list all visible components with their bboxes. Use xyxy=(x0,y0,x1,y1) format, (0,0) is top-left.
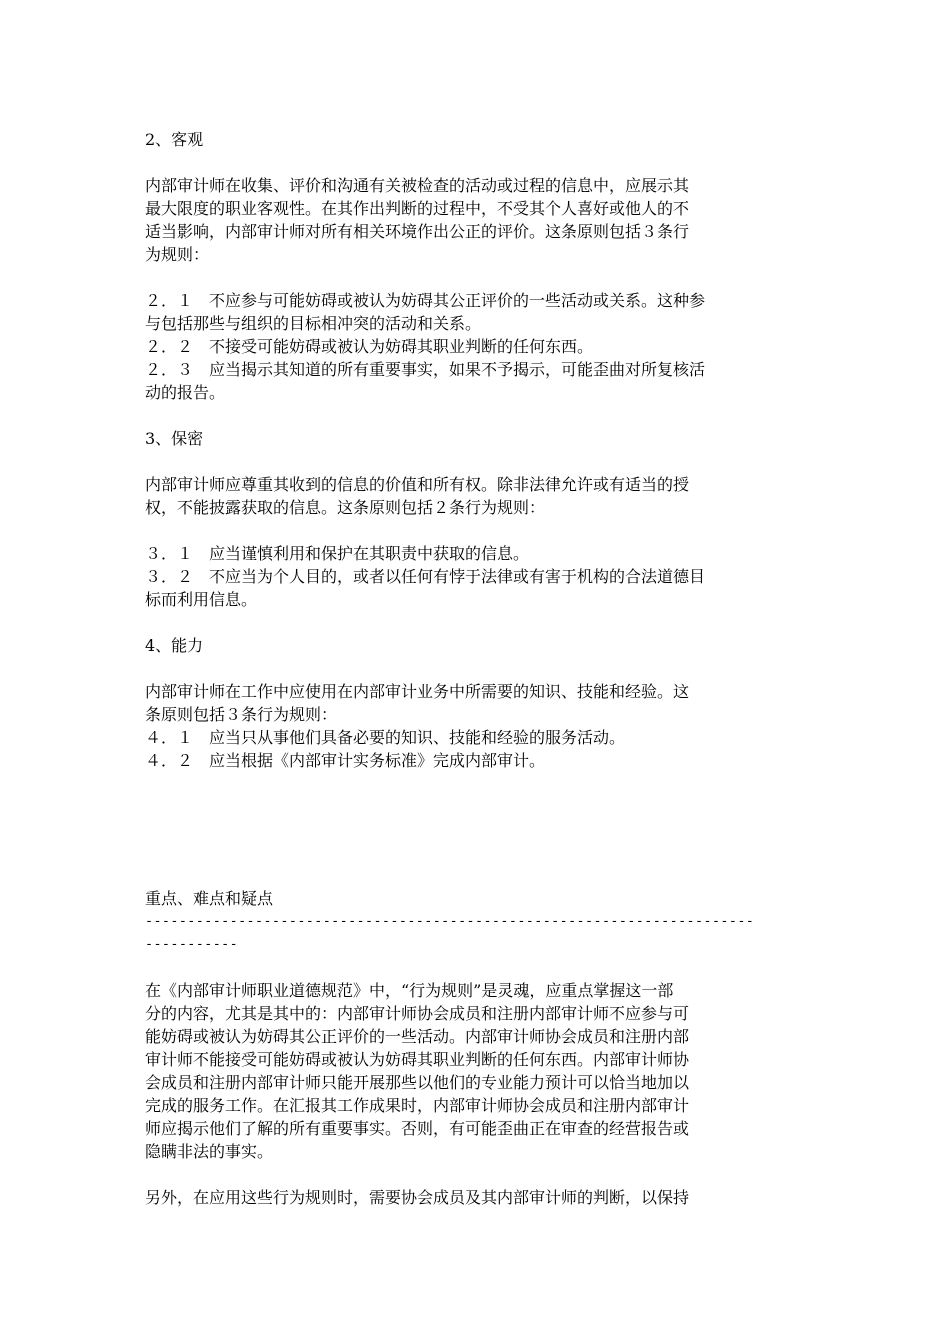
spacer xyxy=(145,772,810,887)
paragraph-line: 师应揭示他们了解的所有重要事实。否则，有可能歪曲正在审查的经营报告或 xyxy=(145,1119,690,1138)
objectivity-intro-paragraph xyxy=(145,174,810,266)
section-heading-competency: 4、能力 xyxy=(145,636,204,655)
paragraph-line: 权，不能披露获取的信息。这条原则包括２条行为规则： xyxy=(145,498,546,517)
confidentiality-intro-paragraph xyxy=(145,473,810,519)
competency-intro-paragraph xyxy=(145,680,810,726)
rule-item: ３．１ 应当谨慎利用和保护在其职责中获取的信息。 xyxy=(145,544,530,563)
spacer xyxy=(145,404,810,427)
paragraph-line: 内部审计师应尊重其收到的信息的价值和所有权。除非法律允许或有适当的授 xyxy=(145,475,690,494)
rule-item: ２．２ 不接受可能妨碍或被认为妨碍其职业判断的任何东西。 xyxy=(145,337,594,356)
section-heading-objectivity: 2、客观 xyxy=(145,130,204,149)
rule-item: ２．３ 应当揭示其知道的所有重要事实，如果不予揭示，可能歪曲对所复核活 xyxy=(145,360,706,379)
spacer xyxy=(145,519,810,542)
paragraph-line: 能妨碍或被认为妨碍其公正评价的一些活动。内部审计师协会成员和注册内部 xyxy=(145,1027,690,1046)
section-divider xyxy=(145,910,810,956)
spacer xyxy=(145,151,810,174)
rule-item: ４．２ 应当根据《内部审计实务标准》完成内部审计。 xyxy=(145,751,546,770)
rule-item: ４．１ 应当只从事他们具备必要的知识、技能和经验的服务活动。 xyxy=(145,728,626,747)
spacer xyxy=(145,956,810,979)
spacer xyxy=(145,657,810,680)
keypoints-paragraph xyxy=(145,979,810,1163)
document-page xyxy=(145,128,810,1209)
divider-line: ----------- xyxy=(145,937,239,952)
paragraph-line: 会成员和注册内部审计师只能开展那些以他们的专业能力预计可以恰当地加以 xyxy=(145,1073,690,1092)
confidentiality-rules-list xyxy=(145,542,810,611)
paragraph-line: 分的内容，尤其是其中的：内部审计师协会成员和注册内部审计师不应参与可 xyxy=(145,1004,690,1023)
paragraph-line: 内部审计师在工作中应使用在内部审计业务中所需要的知识、技能和经验。这 xyxy=(145,682,690,701)
paragraph-line: 条原则包括３条行为规则： xyxy=(145,705,338,724)
rule-item: ２．１ 不应参与可能妨碍或被认为妨碍其公正评价的一些活动或关系。这种参 xyxy=(145,291,706,310)
spacer xyxy=(145,266,810,289)
section-heading-confidentiality: 3、保密 xyxy=(145,429,204,448)
paragraph-line: 为规则： xyxy=(145,245,210,264)
competency-rules-list xyxy=(145,726,810,772)
rule-item: ３．２ 不应当为个人目的，或者以任何有悖于法律或有害于机构的合法道德目 xyxy=(145,567,706,586)
paragraph-line: 审计师不能接受可能妨碍或被认为妨碍其职业判断的任何东西。内部审计师协 xyxy=(145,1050,690,1069)
rule-item: 动的报告。 xyxy=(145,383,226,402)
paragraph-line: 另外，在应用这些行为规则时，需要协会成员及其内部审计师的判断，以保持 xyxy=(145,1188,690,1207)
keypoints-heading: 重点、难点和疑点 xyxy=(145,889,274,908)
paragraph-line: 最大限度的职业客观性。在其作出判断的过程中，不受其个人喜好或他人的不 xyxy=(145,199,690,218)
paragraph-line: 适当影响，内部审计师对所有相关环境作出公正的评价。这条原则包括３条行 xyxy=(145,222,690,241)
divider-line: ------------------------------------------------------------------------ xyxy=(145,914,755,929)
additional-paragraph xyxy=(145,1186,810,1209)
rule-item: 与包括那些与组织的目标相冲突的活动和关系。 xyxy=(145,314,482,333)
spacer xyxy=(145,611,810,634)
spacer xyxy=(145,1163,810,1186)
paragraph-line: 完成的服务工作。在汇报其工作成果时，内部审计师协会成员和注册内部审计 xyxy=(145,1096,690,1115)
rule-item: 标而利用信息。 xyxy=(145,590,258,609)
paragraph-line: 隐瞒非法的事实。 xyxy=(145,1142,274,1161)
spacer xyxy=(145,450,810,473)
objectivity-rules-list xyxy=(145,289,810,404)
paragraph-line: 在《内部审计师职业道德规范》中，“行为规则”是灵魂，应重点掌握这一部 xyxy=(145,981,674,1000)
paragraph-line: 内部审计师在收集、评价和沟通有关被检查的活动或过程的信息中，应展示其 xyxy=(145,176,690,195)
